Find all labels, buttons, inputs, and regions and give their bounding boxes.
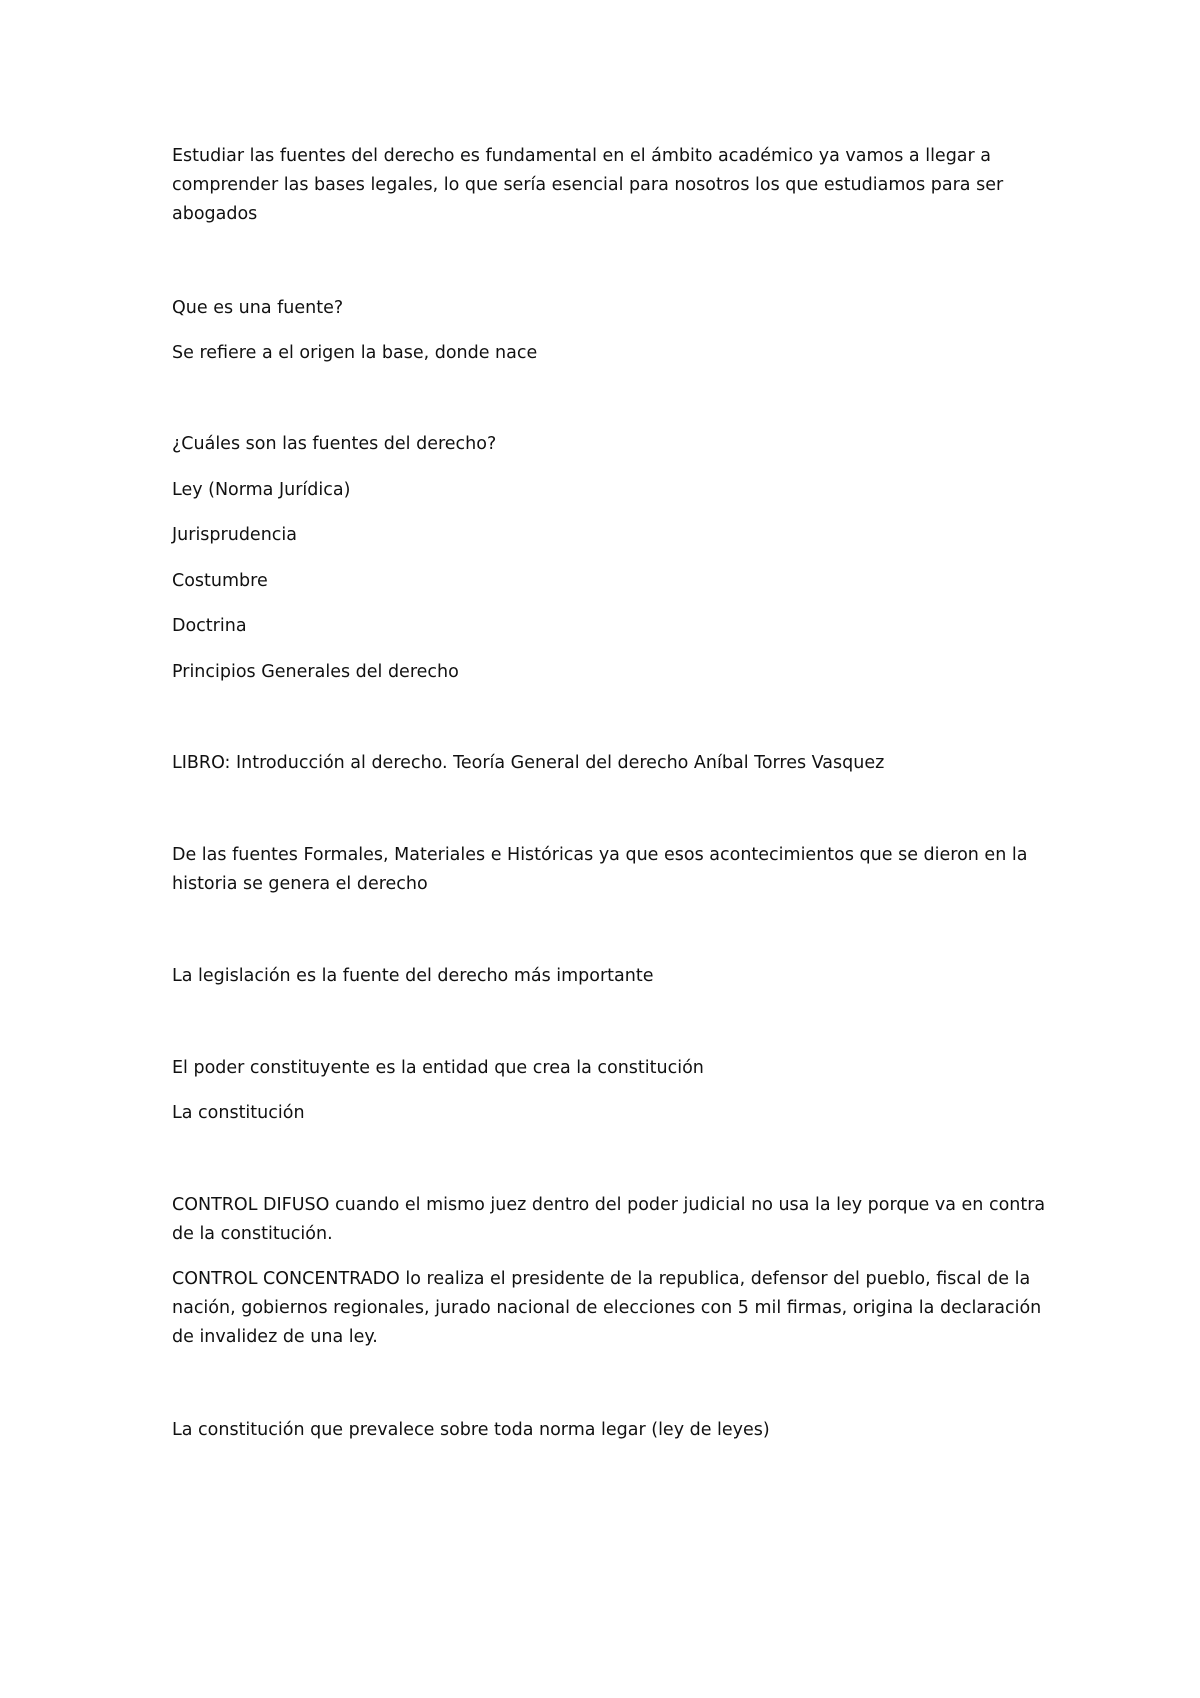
paragraph-source-definition: Se refiere a el origen la base, donde nace (172, 343, 538, 363)
paragraph-control-difuso: CONTROL DIFUSO cuando el mismo juez dentro del poder judicial no usa la ley porque va en contra de la constitución. (172, 1195, 1046, 1244)
paragraph-constitution: La constitución (172, 1103, 305, 1123)
list-item-jurisprudencia: Jurisprudencia (172, 525, 297, 545)
paragraph-constitution-prevails: La constitución que prevalece sobre toda norma legar (ley de leyes) (172, 1420, 770, 1440)
paragraph-formal-material-historical: De las fuentes Formales, Materiales e Históricas ya que esos acontecimientos que se dieron en la historia se genera el derecho (172, 845, 1028, 894)
list-item-ley: Ley (Norma Jurídica) (172, 480, 351, 500)
paragraph-question-sources-of-law: ¿Cuáles son las fuentes del derecho? (172, 434, 497, 454)
paragraph-intro: Estudiar las fuentes del derecho es fundamental en el ámbito académico ya vamos a llegar a comprender las bases legales, lo que sería esencial para nosotros los que estudiamos para ser abogados (172, 146, 1004, 224)
paragraph-constituent-power: El poder constituyente es la entidad que crea la constitución (172, 1058, 704, 1078)
paragraph-legislation: La legislación es la fuente del derecho más importante (172, 966, 654, 986)
paragraph-book-reference: LIBRO: Introducción al derecho. Teoría General del derecho Aníbal Torres Vasquez (172, 753, 885, 773)
paragraph-question-source: Que es una fuente? (172, 298, 344, 318)
paragraph-control-concentrado: CONTROL CONCENTRADO lo realiza el presidente de la republica, defensor del pueblo, fiscal de la nación, gobiernos regionales, jurado nacional de elecciones con 5 mil firmas, origina la declaración de invalidez de una ley. (172, 1269, 1042, 1347)
list-item-principios: Principios Generales del derecho (172, 662, 459, 682)
list-item-costumbre: Costumbre (172, 571, 268, 591)
list-item-doctrina: Doctrina (172, 616, 247, 636)
